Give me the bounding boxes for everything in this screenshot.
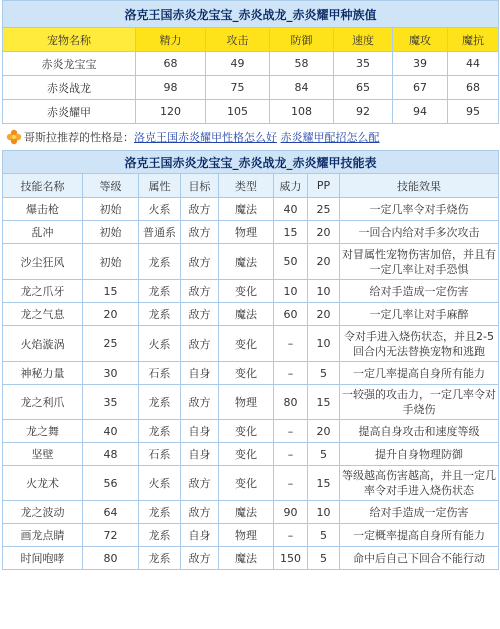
table-row [3,76,499,100]
cell: 120 [136,100,206,124]
skill-name-cell: 龙之利爪 [3,385,83,420]
cell: 15 [274,221,308,244]
header-cell: 技能名称 [3,174,83,198]
cell: 44 [448,52,499,76]
skill-effect-cell: 一定几率令对手烧伤 [340,198,499,221]
cell: 48 [83,443,139,466]
cell: 自身 [181,362,219,385]
cell: – [274,420,308,443]
skill-name-cell: 爆击枪 [3,198,83,221]
cell: 10 [308,501,340,524]
cell: 敌方 [181,221,219,244]
table-row [3,198,499,221]
cell: 84 [270,76,334,100]
cell: 石系 [139,443,181,466]
cell: 92 [334,100,393,124]
header-cell: 精力 [136,28,206,52]
table-row [3,280,499,303]
cell: 20 [308,244,340,280]
cell: 40 [274,198,308,221]
cell: 150 [274,547,308,570]
skill-effect-cell: 一较强的攻击力，一定几率令对手烧伤 [340,385,499,420]
table-row [3,303,499,326]
cell: 67 [393,76,448,100]
cell: 魔法 [219,547,274,570]
table-row [3,100,499,124]
cell: 35 [334,52,393,76]
header-cell: 技能效果 [340,174,499,198]
table-row [3,52,499,76]
cell: 魔法 [219,501,274,524]
cell: 火系 [139,198,181,221]
cell: – [274,524,308,547]
stats-table-header [3,28,499,52]
cell-name: 赤炎战龙 [3,76,136,100]
cell: 魔法 [219,198,274,221]
table-row [3,362,499,385]
cell: 39 [393,52,448,76]
cell: 20 [308,420,340,443]
recommend-prefix: 哥斯拉推荐的性格是： [24,131,134,144]
skill-name-cell: 火龙术 [3,466,83,501]
skill-name-cell: 坚壁 [3,443,83,466]
cell: 龙系 [139,501,181,524]
skill-name-cell: 龙之气息 [3,303,83,326]
cell: 敌方 [181,280,219,303]
cell: 变化 [219,280,274,303]
header-cell: 威力 [274,174,308,198]
cell: 敌方 [181,198,219,221]
table-row [3,501,499,524]
skill-effect-cell: 命中后自己下回合不能行动 [340,547,499,570]
skill-name-cell: 神秘力量 [3,362,83,385]
cell: 魔法 [219,244,274,280]
cell: 68 [136,52,206,76]
cell: 自身 [181,524,219,547]
cell: 物理 [219,221,274,244]
table-row [3,547,499,570]
cell: 15 [308,466,340,501]
table-row [3,466,499,501]
cell: 初始 [83,244,139,280]
cell: 变化 [219,420,274,443]
cell: 25 [83,326,139,362]
skill-effect-cell: 给对手造成一定伤害 [340,501,499,524]
recommend-line [2,124,498,150]
skill-effect-cell: 一回合内给对手多次攻击 [340,221,499,244]
cell: – [274,466,308,501]
header-cell: 攻击 [206,28,270,52]
cell: 龙系 [139,385,181,420]
table-row [3,385,499,420]
cell: 68 [448,76,499,100]
cell: 敌方 [181,326,219,362]
cell: – [274,443,308,466]
cell: 初始 [83,198,139,221]
cell: 64 [83,501,139,524]
skill-name-cell: 时间咆哮 [3,547,83,570]
cell: 变化 [219,326,274,362]
cell: 敌方 [181,547,219,570]
skill-effect-cell: 提升自身物理防御 [340,443,499,466]
cell: 龙系 [139,280,181,303]
skills-table-title: 洛克王国赤炎龙宝宝_赤炎战龙_赤炎耀甲技能表 [3,151,499,174]
cell: 98 [136,76,206,100]
skills-table-title-row [3,151,499,174]
table-row [3,420,499,443]
cell: 物理 [219,385,274,420]
cell: 95 [448,100,499,124]
skill-effect-cell: 等级越高伤害越高，并且一定几率令对手进入烧伤状态 [340,466,499,501]
skill-name-cell: 沙尘狂风 [3,244,83,280]
skill-name-cell: 画龙点睛 [3,524,83,547]
skill-effect-cell: 一定几率让对手麻醉 [340,303,499,326]
cell: 敌方 [181,466,219,501]
skill-effect-cell: 一定概率提高自身所有能力 [340,524,499,547]
table-row [3,221,499,244]
cell: 石系 [139,362,181,385]
header-cell: 防御 [270,28,334,52]
recommend-link-nature[interactable]: 洛克王国赤炎耀甲性格怎么好 [134,131,277,144]
page [2,0,498,570]
recommend-link-moves[interactable]: 赤炎耀甲配招怎么配 [280,131,380,144]
cell: 30 [83,362,139,385]
skill-name-cell: 火焰漩涡 [3,326,83,362]
cell: – [274,326,308,362]
skills-table-body [3,198,499,570]
header-cell: 目标 [181,174,219,198]
skill-name-cell: 龙之舞 [3,420,83,443]
cell: 魔法 [219,303,274,326]
cell: 65 [334,76,393,100]
cell: 物理 [219,524,274,547]
cell: 20 [308,221,340,244]
cell: 20 [83,303,139,326]
cell: 25 [308,198,340,221]
cell: 72 [83,524,139,547]
flower-icon [6,129,22,145]
cell: 敌方 [181,501,219,524]
cell: 5 [308,443,340,466]
header-cell: 属性 [139,174,181,198]
skill-name-cell: 乱冲 [3,221,83,244]
stats-table-title: 洛克王国赤炎龙宝宝_赤炎战龙_赤炎耀甲种族值 [3,1,499,28]
cell: 10 [308,326,340,362]
skill-name-cell: 龙之波动 [3,501,83,524]
cell: 90 [274,501,308,524]
cell: 普通系 [139,221,181,244]
cell: 80 [83,547,139,570]
cell: 58 [270,52,334,76]
header-cell: 魔抗 [448,28,499,52]
cell-name: 赤炎耀甲 [3,100,136,124]
header-cell: PP [308,174,340,198]
stats-table-title-row [3,1,499,28]
cell: 80 [274,385,308,420]
cell: 50 [274,244,308,280]
cell: 105 [206,100,270,124]
header-cell: 等级 [83,174,139,198]
cell: 15 [83,280,139,303]
cell: 变化 [219,466,274,501]
cell: 变化 [219,443,274,466]
table-row [3,524,499,547]
skills-table-header [3,174,499,198]
cell: 5 [308,547,340,570]
skills-table [2,150,499,570]
cell: 龙系 [139,524,181,547]
cell: 敌方 [181,303,219,326]
header-cell: 速度 [334,28,393,52]
table-row [3,326,499,362]
cell: 龙系 [139,547,181,570]
skill-effect-cell: 提高自身攻击和速度等级 [340,420,499,443]
cell: 变化 [219,362,274,385]
header-cell: 魔攻 [393,28,448,52]
cell: 敌方 [181,244,219,280]
cell: 敌方 [181,385,219,420]
cell: 龙系 [139,303,181,326]
cell: 初始 [83,221,139,244]
cell: 龙系 [139,420,181,443]
cell: 5 [308,524,340,547]
cell: 火系 [139,326,181,362]
cell: 40 [83,420,139,443]
skill-effect-cell: 令对手进入烧伤状态，并且2-5回合内无法替换宠物和逃跑 [340,326,499,362]
skill-effect-cell: 一定几率提高自身所有能力 [340,362,499,385]
cell: 20 [308,303,340,326]
header-cell: 宠物名称 [3,28,136,52]
cell: 56 [83,466,139,501]
cell: 自身 [181,420,219,443]
cell: 94 [393,100,448,124]
skill-name-cell: 龙之爪牙 [3,280,83,303]
cell-name: 赤炎龙宝宝 [3,52,136,76]
cell: 35 [83,385,139,420]
header-cell: 类型 [219,174,274,198]
table-row [3,244,499,280]
cell: 10 [274,280,308,303]
cell: 龙系 [139,244,181,280]
cell: 108 [270,100,334,124]
stats-table [2,0,499,124]
cell: 5 [308,362,340,385]
cell: 10 [308,280,340,303]
cell: 49 [206,52,270,76]
skill-effect-cell: 对冒属性宠物伤害加倍，并且有一定几率让对手恐惧 [340,244,499,280]
cell: 火系 [139,466,181,501]
cell: 15 [308,385,340,420]
cell: 75 [206,76,270,100]
cell: – [274,362,308,385]
cell: 60 [274,303,308,326]
cell: 自身 [181,443,219,466]
table-row [3,443,499,466]
skill-effect-cell: 给对手造成一定伤害 [340,280,499,303]
